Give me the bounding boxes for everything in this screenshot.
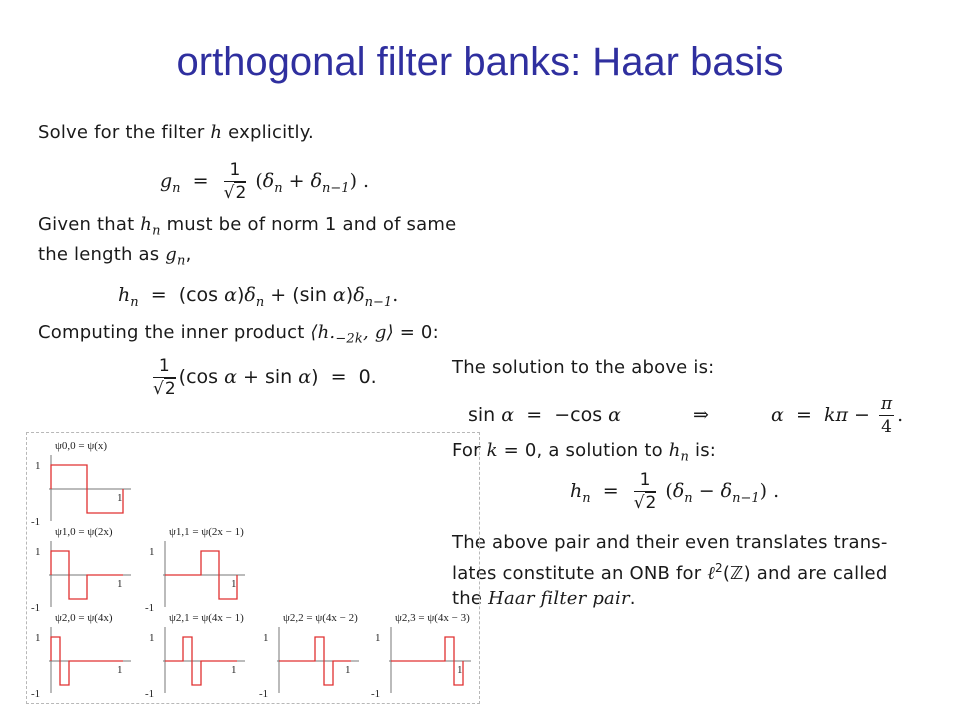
- wavelet-curve: [279, 637, 351, 685]
- wavelet-tick-one: 1: [375, 632, 381, 644]
- wavelet-label: ψ1,0 = ψ(2x): [55, 526, 113, 538]
- wavelet-tick-one: 1: [263, 632, 269, 644]
- text-solve-filter: Solve for the filter h explicitly.: [38, 122, 314, 143]
- wavelet-label: ψ2,1 = ψ(4x − 1): [169, 612, 244, 624]
- equation-g: $g_n$ = $\frac{1}{√2}$ $(\delta_n + \delta_{n-1})$ .: [160, 160, 370, 203]
- haar-wavelet-panel: [26, 432, 480, 704]
- wavelet-label: ψ2,2 = ψ(4x − 2): [283, 612, 358, 624]
- wavelet-tick-neg-one: -1: [259, 688, 269, 700]
- wavelet-tick-neg-one: -1: [145, 688, 155, 700]
- wavelet-x-tick: 1: [345, 664, 351, 676]
- slide-title: orthogonal filter banks: Haar basis: [176, 40, 784, 84]
- equation-h-general: $h_n = (\cos$ $\alpha)\delta_n + (\sin$ $\alpha)\delta_{n-1}$.: [118, 284, 399, 310]
- wavelet-tick-neg-one: -1: [31, 688, 41, 700]
- wavelet-x-tick: 1: [117, 664, 123, 676]
- wavelet-x-tick: 1: [231, 664, 237, 676]
- equation-alpha: sin α = −cos α ⇒ α = kπ − $\frac{\pi}{4}$ .: [468, 394, 904, 437]
- wavelet-x-tick: 1: [231, 578, 237, 590]
- wavelet-x-tick: 1: [117, 492, 123, 504]
- wavelet-tick-neg-one: -1: [31, 516, 41, 528]
- text-k-zero: For k = 0, a solution to $h_n$ is:: [452, 440, 717, 465]
- text-solution-intro: The solution to the above is:: [452, 357, 715, 378]
- wavelet-tick-neg-one: -1: [145, 602, 155, 614]
- wavelet-label: ψ1,1 = ψ(2x − 1): [169, 526, 244, 538]
- text-para-line1: The above pair and their even translates trans-: [452, 532, 888, 553]
- text-given-norm: Given that $h_n$ must be of norm 1 and of same: [38, 214, 457, 239]
- wavelet-tick-neg-one: -1: [371, 688, 381, 700]
- wavelet-x-tick: 1: [117, 578, 123, 590]
- text-para-line2: lates constitute an ONB for ℓ$^2$(ℤ) and are called: [452, 561, 888, 584]
- wavelet-label: ψ2,3 = ψ(4x − 3): [395, 612, 470, 624]
- haar-wavelet-plots: [27, 433, 481, 705]
- equation-h-haar: $h_n$ = $\frac{1}{√2}$ $(\delta_n - \delta_{n-1})$ .: [570, 470, 780, 513]
- wavelet-tick-neg-one: -1: [31, 602, 41, 614]
- wavelet-label: ψ0,0 = ψ(x): [55, 440, 108, 452]
- wavelet-tick-one: 1: [149, 546, 155, 558]
- wavelet-tick-one: 1: [149, 632, 155, 644]
- equation-inner-product: $\frac{1}{√2}$ (cos α + sin α) = 0.: [153, 356, 377, 399]
- wavelet-tick-one: 1: [35, 546, 41, 558]
- wavelet-tick-one: 1: [35, 632, 41, 644]
- wavelet-x-tick: 1: [457, 664, 463, 676]
- text-same-length: the length as $g_n$,: [38, 244, 192, 269]
- text-para-line3: the Haar filter pair.: [452, 588, 636, 609]
- text-inner-product: Computing the inner product $⟨h._{-2k}$, g⟩ = 0:: [38, 322, 439, 347]
- wavelet-label: ψ2,0 = ψ(4x): [55, 612, 113, 624]
- wavelet-curve: [165, 637, 237, 685]
- wavelet-tick-one: 1: [35, 460, 41, 472]
